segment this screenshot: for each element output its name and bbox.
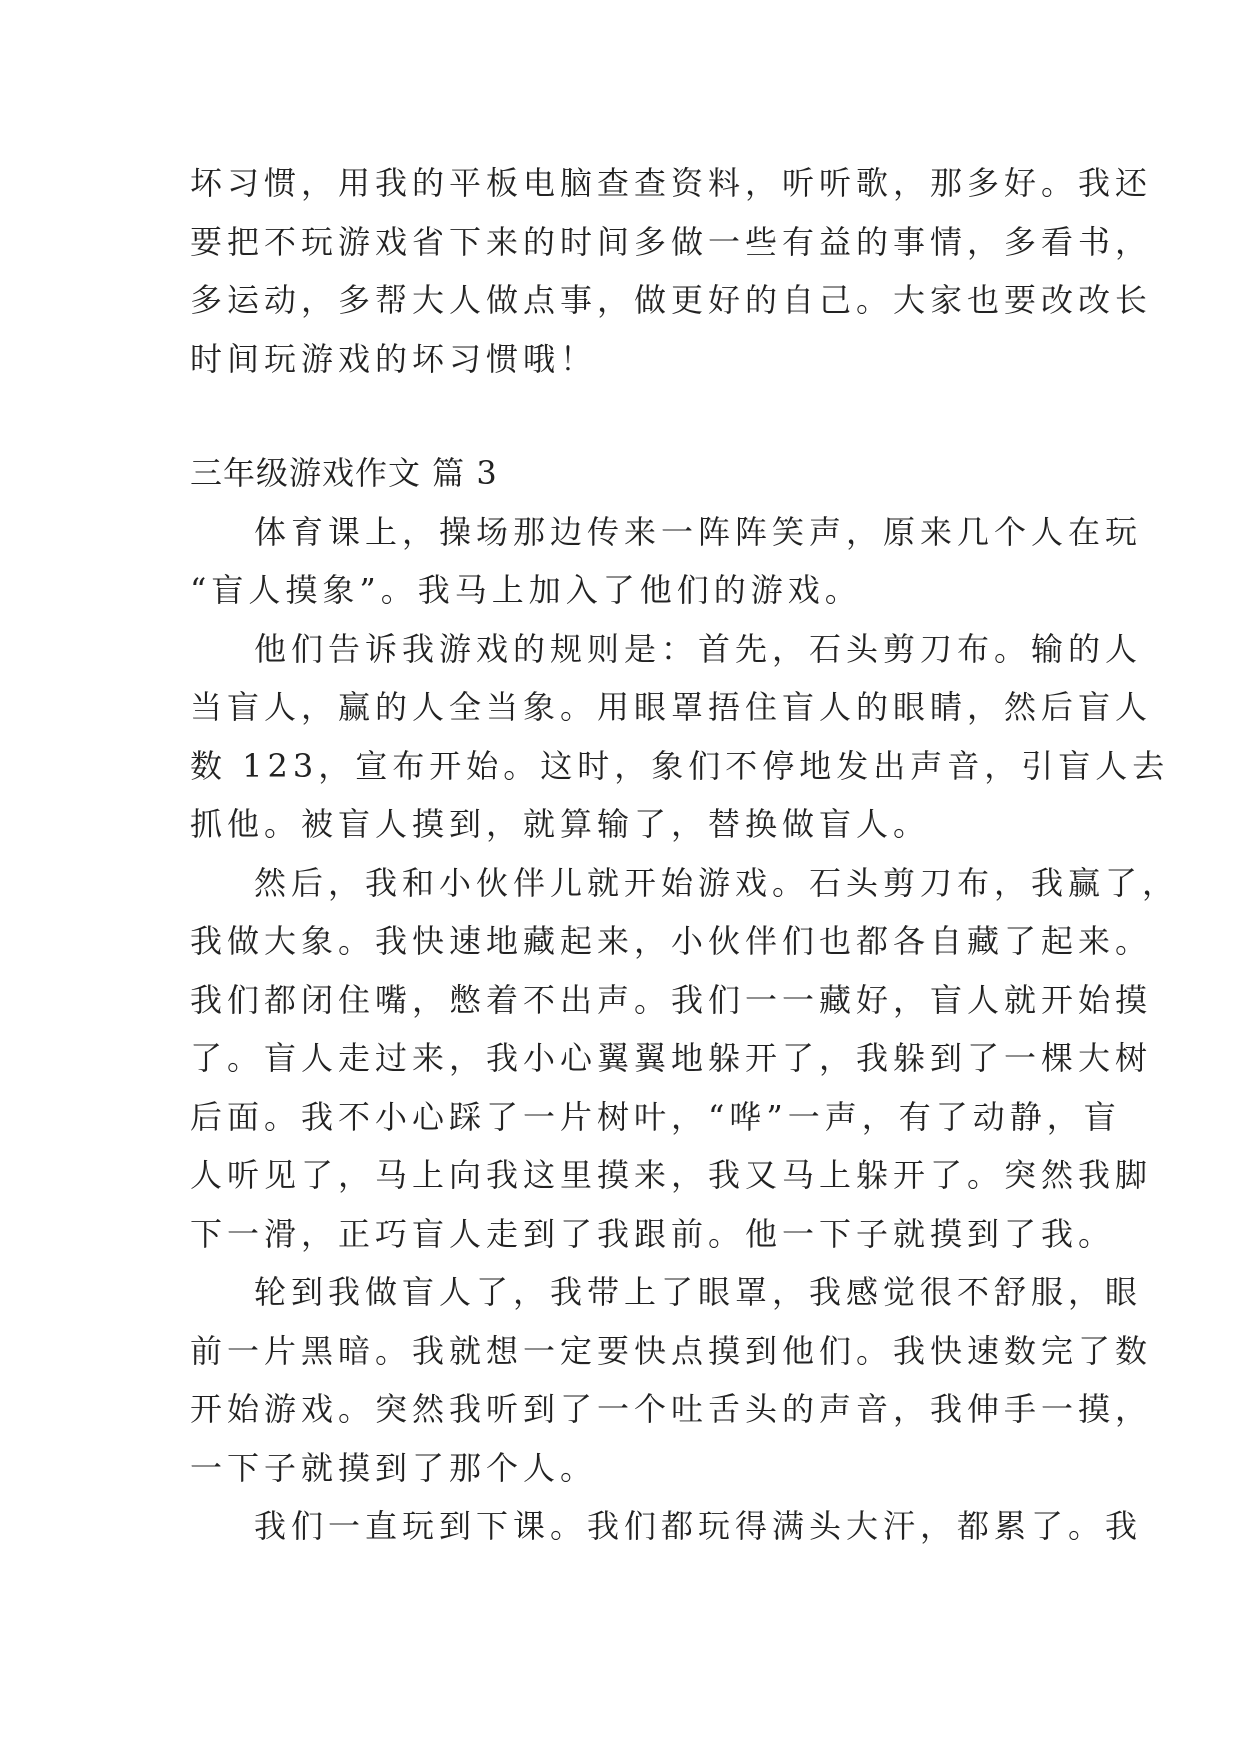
text-line: 后面。我不小心踩了一片树叶，“哗”一声，有了动静，盲: [190, 1097, 1121, 1136]
text-line: 数 123，宣布开始。这时，象们不停地发出声音，引盲人去: [190, 746, 1170, 785]
text-line: 我做大象。我快速地藏起来，小伙伴们也都各自藏了起来。: [190, 922, 1153, 960]
essay-paragraph: [190, 854, 1180, 1264]
text-line: 坏习惯，用我的平板电脑查查资料，听听歌，那多好。我还: [190, 164, 1153, 202]
section-spacer: [190, 388, 1060, 444]
essay-paragraph: [190, 1497, 1143, 1556]
text-line: 开始游戏。突然我听到了一个吐舌头的声音，我伸手一摸，: [190, 1390, 1153, 1428]
text-line: 人听见了，马上向我这里摸来，我又马上躲开了。突然我脚: [190, 1156, 1153, 1194]
essay-paragraph: [190, 1263, 1153, 1497]
text-line: 了。盲人走过来，我小心翼翼地躲开了，我躲到了一棵大树: [190, 1039, 1153, 1077]
text-line: 他们告诉我游戏的规则是：首先，石头剪刀布。输的人: [254, 629, 1143, 668]
essay-paragraph: [190, 620, 1170, 854]
text-line: 我们一直玩到下课。我们都玩得满头大汗，都累了。我: [254, 1507, 1143, 1545]
text-line: 轮到我做盲人了，我带上了眼罩，我感觉很不舒服，眼: [254, 1273, 1143, 1311]
essay-paragraph: [190, 503, 1143, 620]
text-line: 一下子就摸到了那个人。: [190, 1448, 598, 1487]
text-line: 多运动，多帮大人做点事，做更好的自己。大家也要改改长: [190, 281, 1153, 319]
text-line: 我们都闭住嘴，憋着不出声。我们一一藏好，盲人就开始摸: [190, 980, 1153, 1019]
text-line: 当盲人，赢的人全当象。用眼罩捂住盲人的眼睛，然后盲人: [190, 688, 1153, 726]
text-line: 要把不玩游戏省下来的时间多做一些有益的事情，多看书，: [190, 222, 1153, 261]
text-line: 下一滑，正巧盲人走到了我跟前。他一下子就摸到了我。: [190, 1214, 1116, 1253]
text-line: 体育课上，操场那边传来一阵阵笑声，原来几个人在玩: [254, 512, 1143, 551]
continuation-paragraph: [190, 154, 1153, 388]
text-line: 抓他。被盲人摸到，就算输了，替换做盲人。: [190, 805, 931, 843]
section-heading: 三年级游戏作文 篇 3: [190, 454, 498, 492]
text-line: “盲人摸象”。我马上加入了他们的游戏。: [190, 571, 862, 609]
text-line: 时间玩游戏的坏习惯哦！: [190, 339, 598, 378]
document-body: [190, 154, 1180, 1556]
text-line: 前一片黑暗。我就想一定要快点摸到他们。我快速数完了数: [190, 1331, 1153, 1370]
text-line: 然后，我和小伙伴儿就开始游戏。石头剪刀布，我赢了，: [254, 863, 1180, 902]
